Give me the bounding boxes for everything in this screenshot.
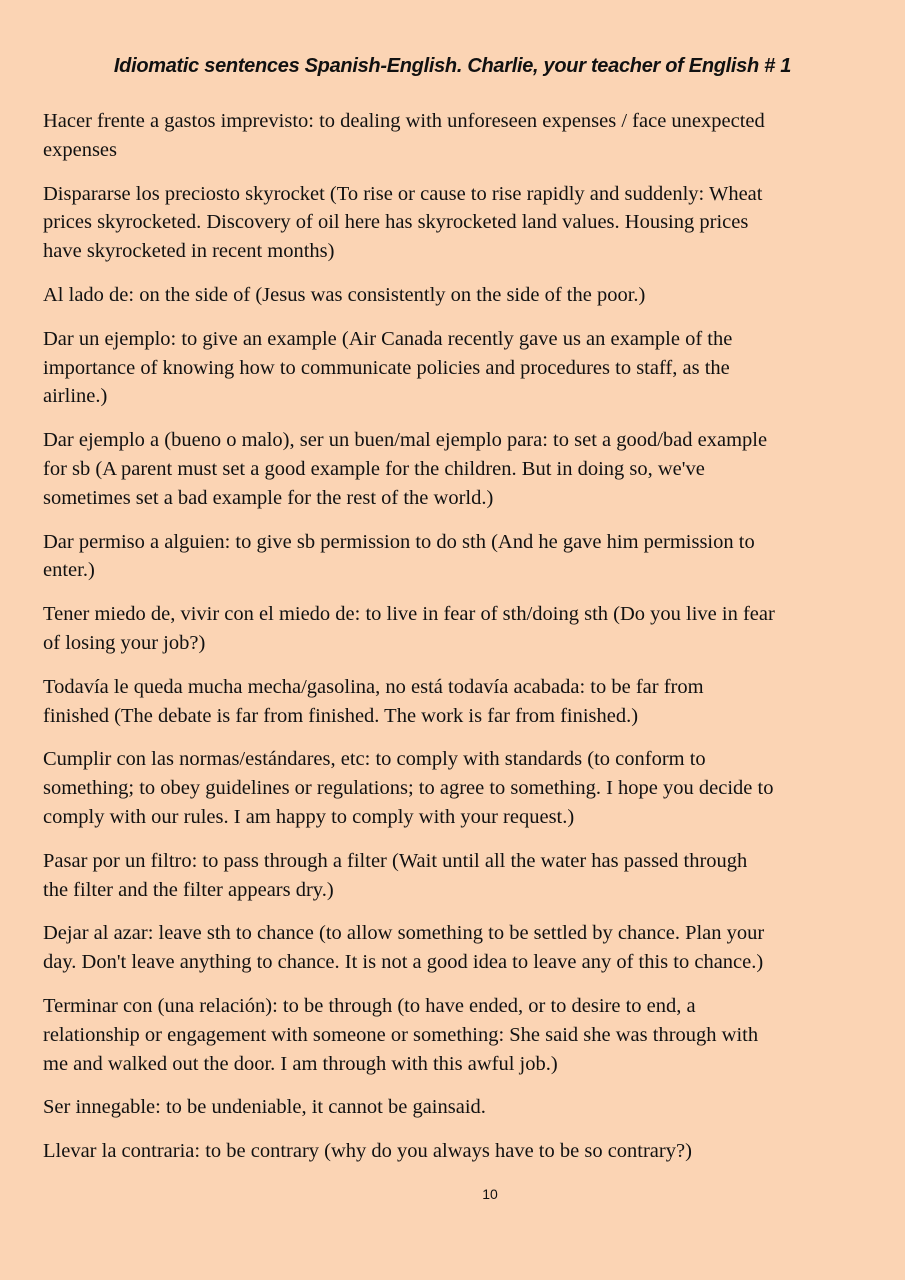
idiom-entry (43, 992, 873, 1078)
idiom-entry (43, 919, 873, 977)
idiom-text-line: expenses (43, 138, 118, 161)
idiom-text-line: importance of knowing how to communicate policies and procedures to staff, as the (43, 356, 730, 379)
idiom-text-line: comply with our rules. I am happy to comply with your request.) (43, 805, 575, 828)
idiom-text-line: Dar ejemplo a (bueno o malo), ser un buen/mal ejemplo para: to set a good/bad example (43, 429, 768, 452)
idiom-text-line: finished (The debate is far from finished. The work is far from finished.) (43, 704, 639, 727)
page-number: 10 (482, 1186, 498, 1202)
idiom-text-line: for sb (A parent must set a good example for the children. But in doing so, we've (43, 457, 705, 480)
idiom-entry (43, 673, 873, 731)
idiom-text-line: Pasar por un filtro: to pass through a filter (Wait until all the water has passed through (43, 849, 748, 872)
idiom-text-line: day. Don't leave anything to chance. It is not a good idea to leave any of this to chance.) (43, 951, 764, 974)
idiom-entry (43, 1093, 873, 1122)
idiom-text-line: Ser innegable: to be undeniable, it cannot be gainsaid. (43, 1096, 486, 1119)
idiom-text-line: Dar permiso a alguien: to give sb permission to do sth (And he gave him permission to (43, 530, 755, 553)
idiom-text-line: sometimes set a bad example for the rest of the world.) (43, 486, 494, 509)
idiom-text-line: something; to obey guidelines or regulations; to agree to something. I hope you decide to (43, 777, 774, 800)
idiom-text-line: Cumplir con las normas/estándares, etc: to comply with standards (to conform to (43, 748, 706, 771)
idiom-text-line: enter.) (43, 559, 95, 582)
document-title: Idiomatic sentences Spanish-English. Charlie, your teacher of English # 1 (113, 55, 792, 77)
idiom-entry (43, 107, 873, 165)
idiom-entry (43, 281, 873, 310)
idiom-text-line: Dejar al azar: leave sth to chance (to allow something to be settled by chance. Plan your (43, 922, 765, 945)
idiom-entry (43, 528, 873, 586)
idiom-text-line: have skyrocketed in recent months) (43, 240, 335, 263)
idiom-text-line: Dispararse los preciosto skyrocket (To rise or cause to rise rapidly and suddenly: Wheat (43, 182, 763, 205)
idiom-text-line: Terminar con (una relación): to be through (to have ended, or to desire to end, a (43, 994, 696, 1017)
idiom-entry (43, 180, 873, 266)
idiom-entry (43, 325, 873, 411)
idiom-text-line: the filter and the filter appears dry.) (43, 878, 334, 901)
idiom-entry (43, 1137, 873, 1166)
document-body (43, 107, 873, 1181)
idiom-text-line: relationship or engagement with someone or something: She said she was through with (43, 1023, 759, 1046)
idiom-text-line: Hacer frente a gastos imprevisto: to dealing with unforeseen expenses / face unexpected (43, 110, 765, 132)
idiom-text-line: of losing your job?) (43, 631, 206, 654)
idiom-text-line: Dar un ejemplo: to give an example (Air Canada recently gave us an example of the (43, 327, 733, 350)
idiom-entry (43, 600, 873, 658)
idiom-entry (43, 847, 873, 905)
idiom-text-line: Tener miedo de, vivir con el miedo de: to live in fear of sth/doing sth (Do you live in fear (43, 603, 775, 626)
idiom-text-line: Llevar la contraria: to be contrary (why do you always have to be so contrary?) (43, 1140, 692, 1163)
idiom-entry (43, 426, 873, 512)
idiom-text-line: me and walked out the door. I am through with this awful job.) (43, 1052, 558, 1075)
idiom-text-line: prices skyrocketed. Discovery of oil here has skyrocketed land values. Housing prices (43, 211, 749, 234)
idiom-text-line: airline.) (43, 385, 108, 408)
idiom-text-line: Todavía le queda mucha mecha/gasolina, no está todavía acabada: to be far from (43, 675, 704, 698)
idiom-text-line: Al lado de: on the side of (Jesus was consistently on the side of the poor.) (43, 283, 646, 306)
idiom-entry (43, 745, 873, 831)
